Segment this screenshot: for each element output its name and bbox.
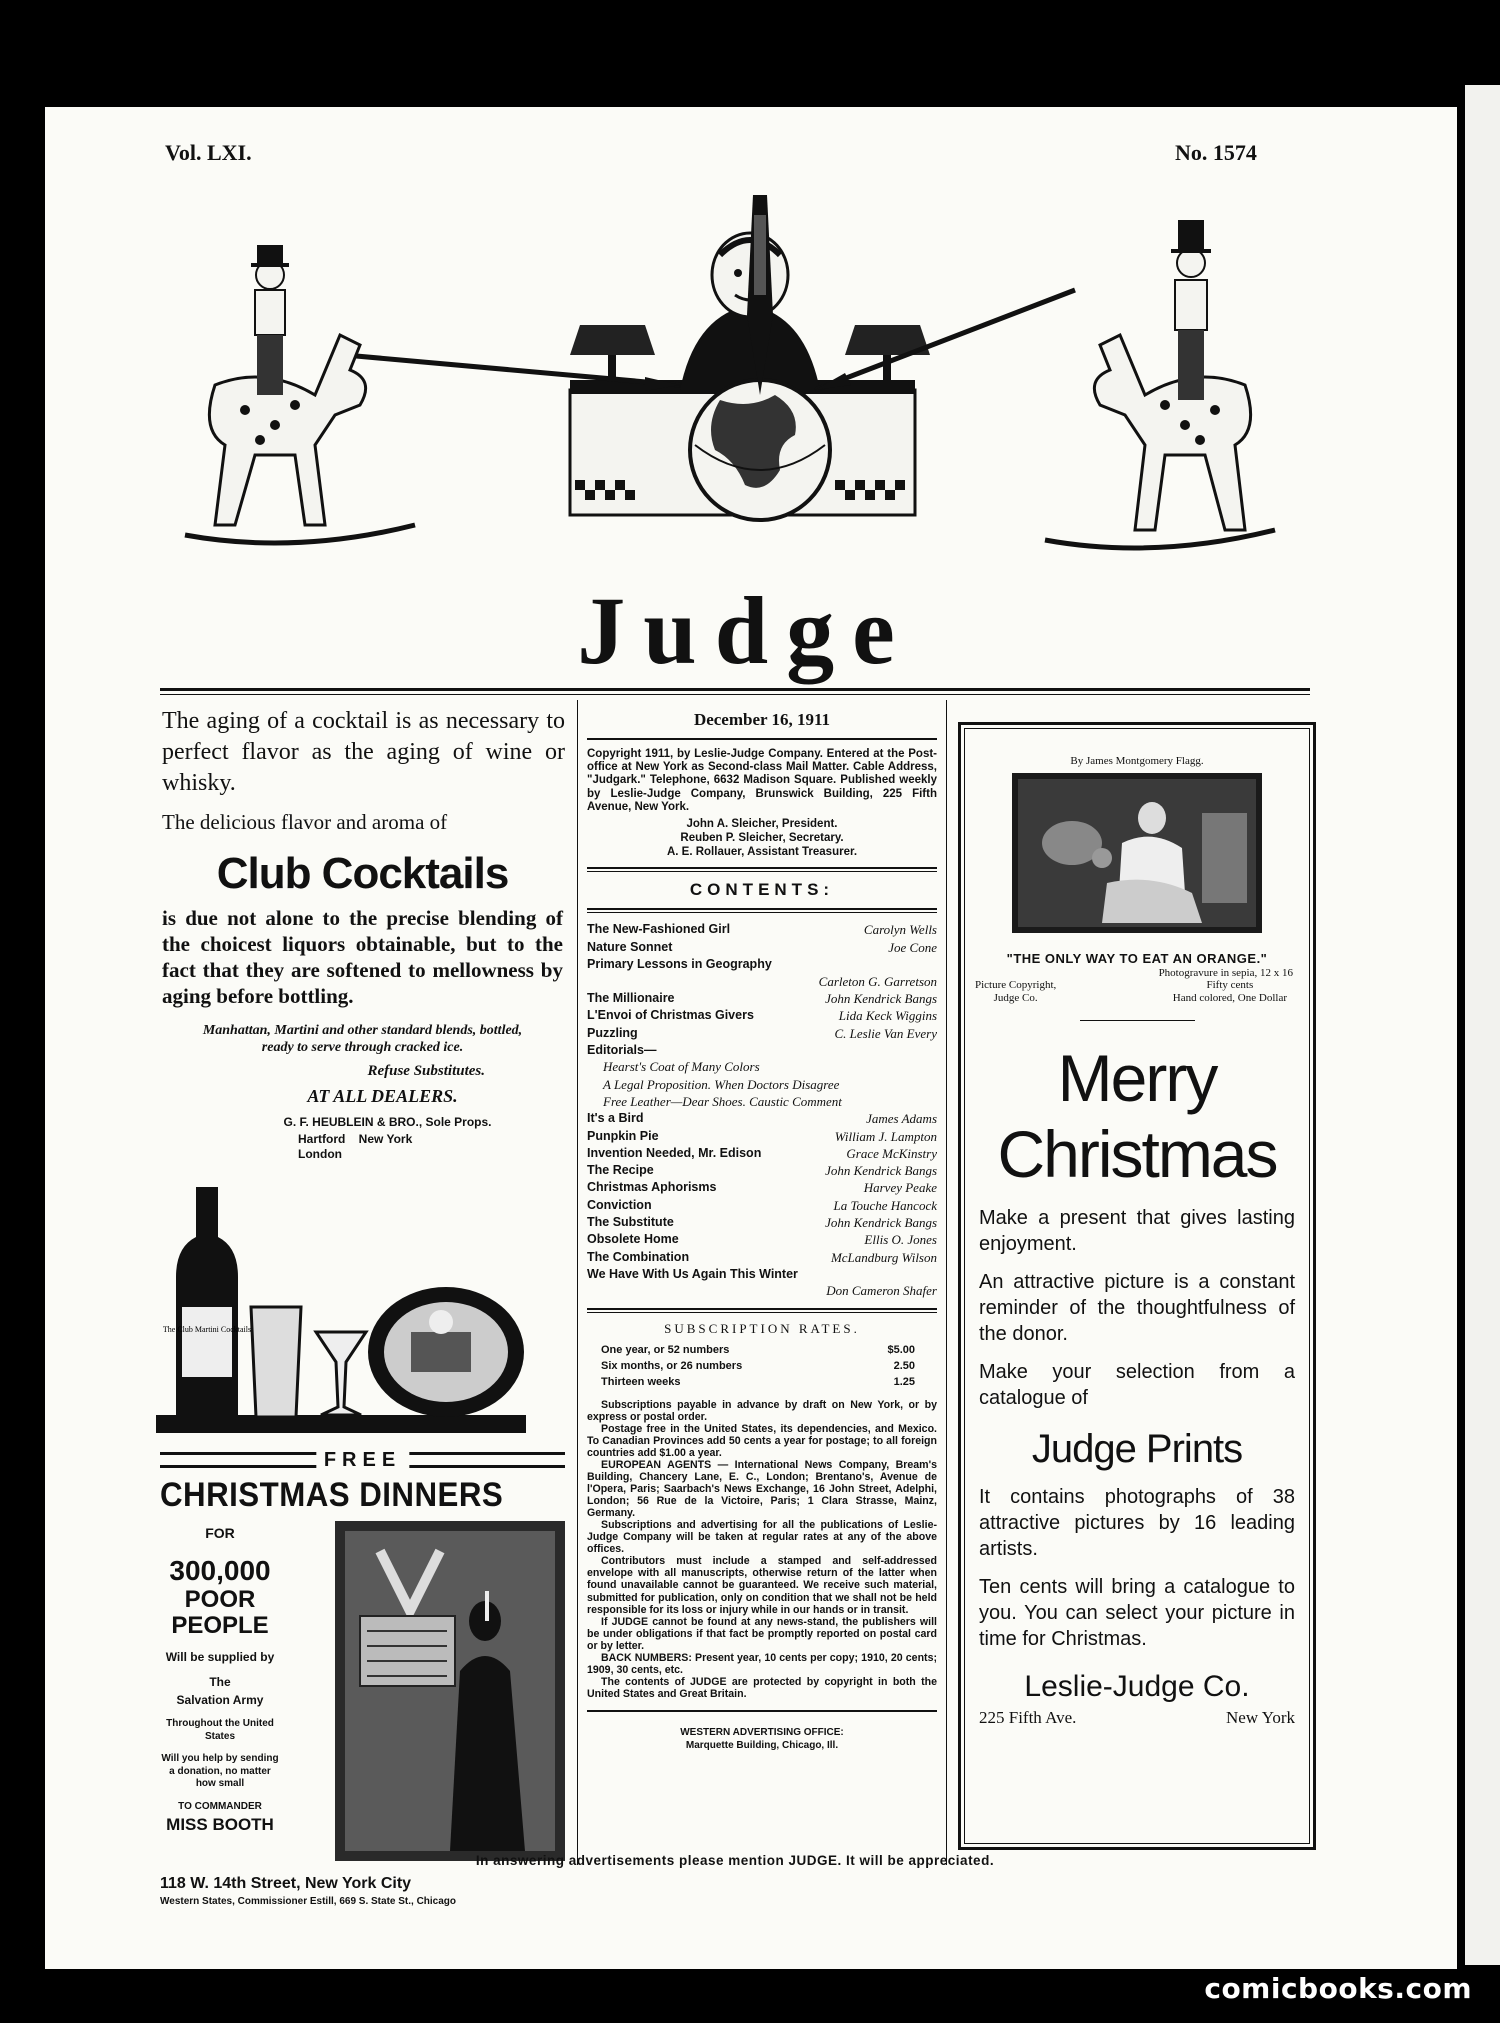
dinners-supplied: Will be supplied by [165, 1649, 275, 1664]
dinners-help: Will you help by sending a donation, no matter how small [161, 1753, 279, 1790]
terms-paragraph: BACK NUMBERS: Present year, 10 cents per copy; 1910, 20 cents; 1909, 30 cents, etc. [587, 1651, 937, 1676]
dinners-for: FOR [205, 1524, 235, 1541]
all-dealers: AT ALL DEALERS. [307, 1085, 458, 1106]
dinners-number: 300,000 [169, 1554, 271, 1586]
club-cocktails-brand: Club Cocktails [216, 848, 509, 898]
officers [587, 818, 937, 859]
heublein-maker: G. F. HEUBLEIN & BRO., Sole Props. [283, 1114, 492, 1129]
rate-row: Six months, or 26 numbers 2.50 [601, 1359, 915, 1372]
dinners-text [160, 1521, 280, 1836]
refuse-substitutes: Refuse Substitutes. [367, 1062, 485, 1079]
subscription-heading: SUBSCRIPTION RATES. [664, 1320, 860, 1336]
miss-booth: MISS BOOTH [166, 1815, 274, 1835]
prints-paragraph: It contains photographs of 38 attractive pictures by 16 leading artists. [979, 1485, 1295, 1560]
merry-word: Merry [1057, 1041, 1217, 1116]
toc-item: The Substitute John Kendrick Bangs [587, 1214, 937, 1230]
maker-cities [298, 1132, 565, 1163]
column-rule-2 [946, 700, 947, 1865]
page-footer: In answering advertisements please mention JUDGE. It will be appreciated. [475, 1853, 995, 1868]
cocktail-body: is due not alone to the precise blending of the choicest liquors obtainable, but to the fact that they are softened to mellowness by aging before bottling. [162, 905, 563, 1009]
next-page-edge [1465, 85, 1500, 1965]
toc-editorial: Hearst's Coat of Many Colors [603, 1059, 760, 1075]
maker-cities-line1: Hartford New York [298, 1131, 413, 1146]
masthead-illustration [175, 195, 1295, 575]
bottle-label-text: The Club Martini Cocktails [162, 1324, 252, 1334]
prints-paragraph: Make a present that gives lasting enjoyment. [979, 1206, 1295, 1255]
toc-author-line: Don Cameron Shafer [826, 1283, 937, 1299]
subscription-rates [601, 1343, 915, 1391]
toc-item: We Have With Us Again This Winter [587, 1266, 798, 1281]
cocktail-lead: The aging of a cocktail is as necessary to perfect flavor as the aging of wine or whisky. [162, 708, 565, 797]
office-rule [587, 1710, 937, 1712]
western-office-label: WESTERN ADVERTISING OFFICE: [680, 1727, 844, 1739]
salvation-army-photo [335, 1521, 565, 1861]
contents-rule-top [587, 867, 937, 872]
toc-item: The Recipe John Kendrick Bangs [587, 1163, 937, 1179]
terms-paragraph: If JUDGE cannot be found at any news-stand, the publishers will be under obligations if that fact be promptly reported on postal card or by letter. [587, 1615, 937, 1652]
cocktail-bottle-illustration [156, 1167, 526, 1435]
dinners-ad [160, 1521, 565, 1871]
western-office-address: Marquette Building, Chicago, Ill. [685, 1740, 839, 1752]
toc-item: Invention Needed, Mr. Edison Grace McKinstry [587, 1145, 937, 1161]
company-street: 225 Fifth Ave. [979, 1707, 1077, 1727]
company-city: New York [1226, 1707, 1295, 1727]
site-watermark: comicbooks.com [1204, 1972, 1472, 2005]
western-office [587, 1726, 937, 1752]
print-photogravure: Photogravure in sepia, 12 x 16 [1158, 966, 1293, 979]
magazine-title: Judge [577, 577, 913, 684]
subscription-rule [587, 1308, 937, 1313]
christmas-dinners-headline: CHRISTMAS DINNERS [160, 1475, 504, 1514]
to-commander: TO COMMANDER [178, 1800, 262, 1812]
contents-heading: CONTENTS: [689, 880, 835, 900]
officer-president: John A. Sleicher, President. [686, 818, 838, 831]
officer-secretary: Reuben P. Sleicher, Secretary. [680, 831, 844, 844]
left-column [160, 700, 565, 1907]
dinners-address: 118 W. 14th Street, New York City [160, 1874, 412, 1892]
rate-row: Thirteen weeks 1.25 [601, 1375, 915, 1388]
terms-paragraph: Contributors must include a stamped and self-addressed envelope with all manuscripts, otherwise return of the latter when found unavailable cannot be guaranteed. We receive such material, submitted for publication, only on condition that we shall not be held responsible for its loss or injury while in our hands or in transit. [587, 1555, 937, 1616]
prints-paragraph: Make your selection from a catalogue of [979, 1360, 1295, 1409]
terms-paragraph: Subscriptions payable in advance by draft on New York, or by express or postal order. [587, 1398, 937, 1423]
officer-treasurer: A. E. Rollauer, Assistant Treasurer. [666, 845, 858, 858]
copyright-notice: Copyright 1911, by Leslie-Judge Company. Entered at the Post-office at New York as Second-class Mail Matter. Cable Address, "Judgark." Telephone, 6632 Madison Square. Published weekly by Leslie-Judge Company, Brunswick Building, 225 Fifth Avenue, New York. [587, 748, 937, 813]
toc-item: It's a Bird James Adams [587, 1111, 937, 1127]
toc-editorial: A Legal Proposition. When Doctors Disagree [603, 1076, 840, 1092]
toc-item: Nature Sonnet Joe Cone [587, 939, 937, 955]
leslie-judge-address [979, 1708, 1295, 1728]
prints-divider [1080, 1020, 1195, 1021]
print-artist: By James Montgomery Flagg. [1070, 755, 1204, 767]
contents-rule-bottom [587, 908, 937, 913]
terms-paragraph: Postage free in the United States, its dependencies, and Mexico. To Canadian Provinces add 50 cents a year for postage; to all foreign countries add $1.00 a year. [587, 1422, 937, 1459]
terms-paragraph: Subscriptions and advertising for all the publications of Leslie-Judge Company will be taken at regular rates at any of the above offices. [587, 1519, 937, 1556]
cocktail-flavor: The delicious flavor and aroma of [162, 809, 448, 834]
terms-paragraph: EUROPEAN AGENTS — International News Company, Bream's Building, Chancery Lane, E. C., London; Brentano's, Avenue de l'Opera, Paris; Saarbach's News Exchange, 16 John Street, Adelphi, London; 56 Rue de la Victoire, Paris; 1 Clara Strasse, Mainz, Germany. [587, 1458, 937, 1520]
free-banner [160, 1448, 565, 1471]
toc-item: Editorials— [587, 1042, 657, 1057]
volume-label: Vol. LXI. [165, 140, 252, 165]
toc-item: Puzzling C. Leslie Van Every [587, 1025, 937, 1041]
toc-item: The New-Fashioned Girl Carolyn Wells [587, 922, 937, 938]
print-copyright: Picture Copyright, Judge Co. [975, 978, 1057, 1005]
toc-item: Christmas Aphorisms Harvey Peake [587, 1180, 937, 1196]
toc-item: Obsolete Home Ellis O. Jones [587, 1232, 937, 1248]
toc-item: The Millionaire John Kendrick Bangs [587, 990, 937, 1006]
middle-column [587, 700, 937, 1752]
maker-cities-line2: London [298, 1147, 342, 1162]
subscription-terms [587, 1399, 937, 1701]
date-rule [587, 738, 937, 740]
toc-item: Primary Lessons in Geography [587, 957, 772, 972]
dinners-western: Western States, Commissioner Estill, 669 S. State St., Chicago [160, 1895, 457, 1907]
dinners-the: The [209, 1675, 231, 1690]
cocktail-blends: Manhattan, Martini and other standard blends, bottled, ready to serve through cracked ice. [202, 1022, 523, 1056]
judge-prints-ad [958, 722, 1316, 1850]
orange-print-picture [1012, 773, 1262, 933]
column-rule-1 [577, 700, 578, 1865]
leslie-judge-company: Leslie-Judge Co. [1024, 1669, 1250, 1703]
prints-paragraph: Ten cents will bring a catalogue to you. You can select your picture in time for Christmas. [979, 1575, 1295, 1650]
salvation-army: Salvation Army [176, 1692, 264, 1707]
toc-author-line: Carleton G. Garretson [818, 973, 937, 989]
print-copyright-row [975, 979, 1287, 1007]
merry-christmas [961, 1041, 1313, 1193]
christmas-word: Christmas [997, 1116, 1277, 1191]
print-caption: "THE ONLY WAY TO EAT AN ORANGE." [1006, 951, 1268, 966]
dinners-people: PEOPLE [171, 1612, 269, 1640]
table-of-contents [587, 921, 937, 1299]
dinners-throughout: Throughout the United States [166, 1718, 274, 1742]
free-label: FREE [316, 1449, 409, 1472]
issue-date: December 16, 1911 [693, 710, 831, 729]
prints-paragraph: An attractive picture is a constant reminder of the thoughtfulness of the donor. [979, 1270, 1295, 1345]
dinners-poor: POOR [184, 1585, 256, 1613]
terms-paragraph: The contents of JUDGE are protected by copyright in both the United States and Great Britain. [587, 1675, 937, 1701]
judge-prints-title: Judge Prints [1031, 1426, 1243, 1471]
print-price: Fifty cents Hand colored, One Dollar [1172, 978, 1287, 1005]
toc-item: The Combination McLandburg Wilson [587, 1249, 937, 1265]
masthead-rule [160, 688, 1310, 695]
toc-item: Conviction La Touche Hancock [587, 1197, 937, 1213]
toc-editorial: Free Leather—Dear Shoes. Caustic Comment [603, 1093, 842, 1109]
toc-item: Punpkin Pie William J. Lampton [587, 1128, 937, 1144]
issue-number: No. 1574 [1175, 140, 1257, 165]
toc-item: L'Envoi of Christmas Givers Lida Keck Wiggins [587, 1008, 937, 1024]
rate-row: One year, or 52 numbers $5.00 [601, 1343, 915, 1356]
